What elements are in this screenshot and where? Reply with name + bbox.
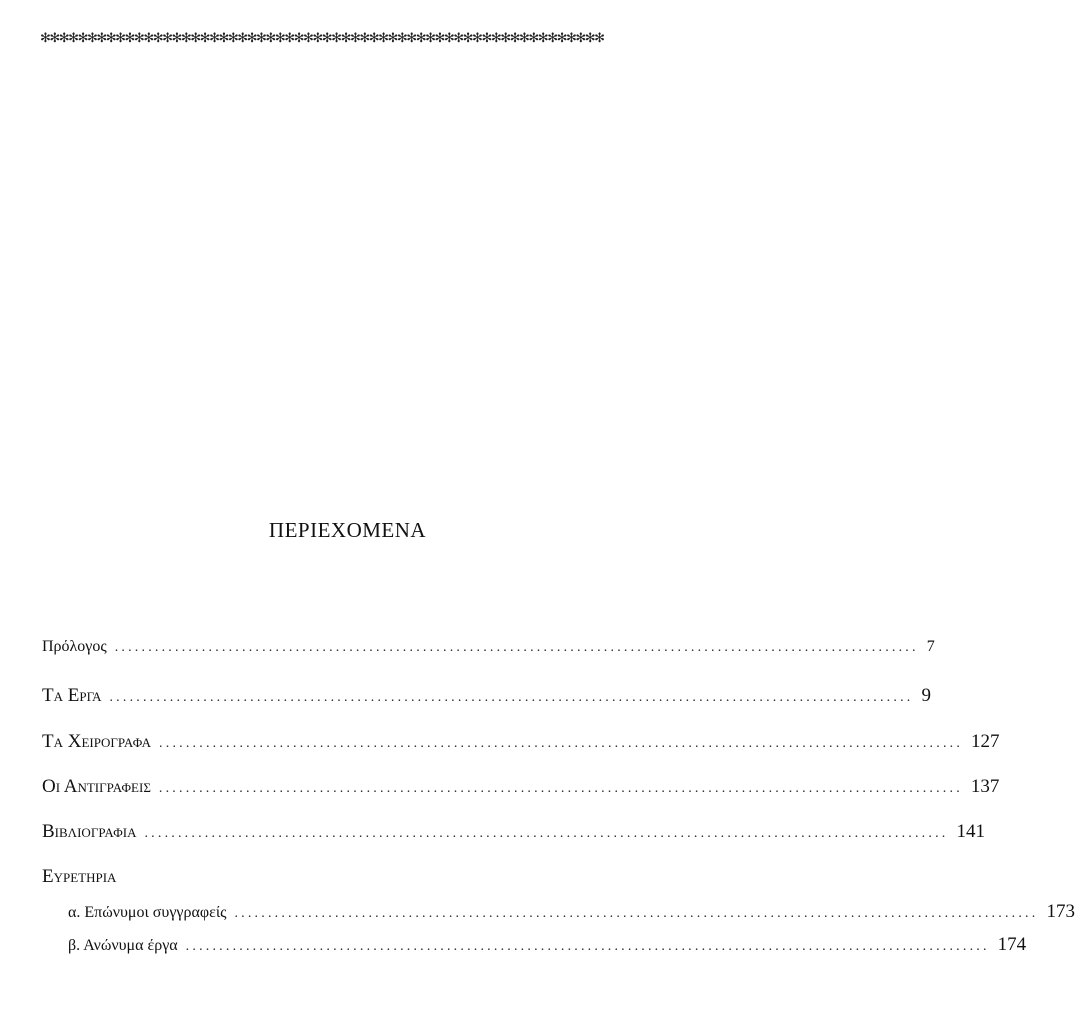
toc-leader-dots: ........................................................................................................................ xyxy=(234,906,1039,921)
toc-entry-label: Πρόλογος xyxy=(42,638,107,655)
toc-page-number: 173 xyxy=(1046,901,1075,922)
toc-leader-dots: ........................................................................................................................ xyxy=(144,826,949,841)
toc-entry-label: Οι Αντιγραφεισ xyxy=(42,776,151,797)
toc-leader-dots: ........................................................................................................................ xyxy=(158,781,963,796)
toc-subentry-named-authors xyxy=(68,899,1075,925)
toc-subentry-anonymous-works xyxy=(68,932,1027,958)
toc-entry-label: Τα Εργα xyxy=(42,685,102,706)
toc-entry-label: Τα Χειρογραφα xyxy=(42,731,152,752)
toc-leader-dots: ........................................................................................................................ xyxy=(114,640,919,655)
toc-leader-dots: ........................................................................................................................ xyxy=(159,736,964,751)
decorative-border: ✻✻✻✻✻✻✻✻✻✻✻✻✻✻✻✻✻✻✻✻✻✻✻✻✻✻✻✻✻✻✻✻✻✻✻✻✻✻✻✻✻✻✻✻✻✻✻✻✻✻✻✻✻✻✻✻✻✻✻✻ xyxy=(40,31,604,46)
toc-entry-manuscripts xyxy=(42,729,1000,755)
toc-entry-works xyxy=(42,683,931,709)
toc-leader-dots: ........................................................................................................................ xyxy=(185,939,990,954)
toc-page-number: 174 xyxy=(997,934,1027,955)
toc-entry-label: α. Επώνυμοι συγγραφείς xyxy=(68,904,227,921)
toc-page-number: 7 xyxy=(926,638,935,655)
toc-page-number: 127 xyxy=(971,731,1000,752)
toc-leader-dots: ........................................................................................................................ xyxy=(109,690,914,705)
toc-entry-label: Βιβλιογραφια xyxy=(42,821,137,842)
toc-page-number: 9 xyxy=(921,685,931,706)
page-title: ΠΕΡΙΕΧΟΜΕΝΑ xyxy=(268,518,427,542)
toc-entry-copyists xyxy=(42,774,1000,800)
toc-page-number: 137 xyxy=(970,776,1000,797)
toc-page-number: 141 xyxy=(956,821,985,842)
toc-entry-label: β. Ανώνυμα έργα xyxy=(68,937,178,954)
toc-entry-bibliography xyxy=(42,819,985,845)
toc-section-heading-indexes: Ευρετηρια xyxy=(42,866,117,887)
toc-entry-prologue xyxy=(42,634,935,660)
